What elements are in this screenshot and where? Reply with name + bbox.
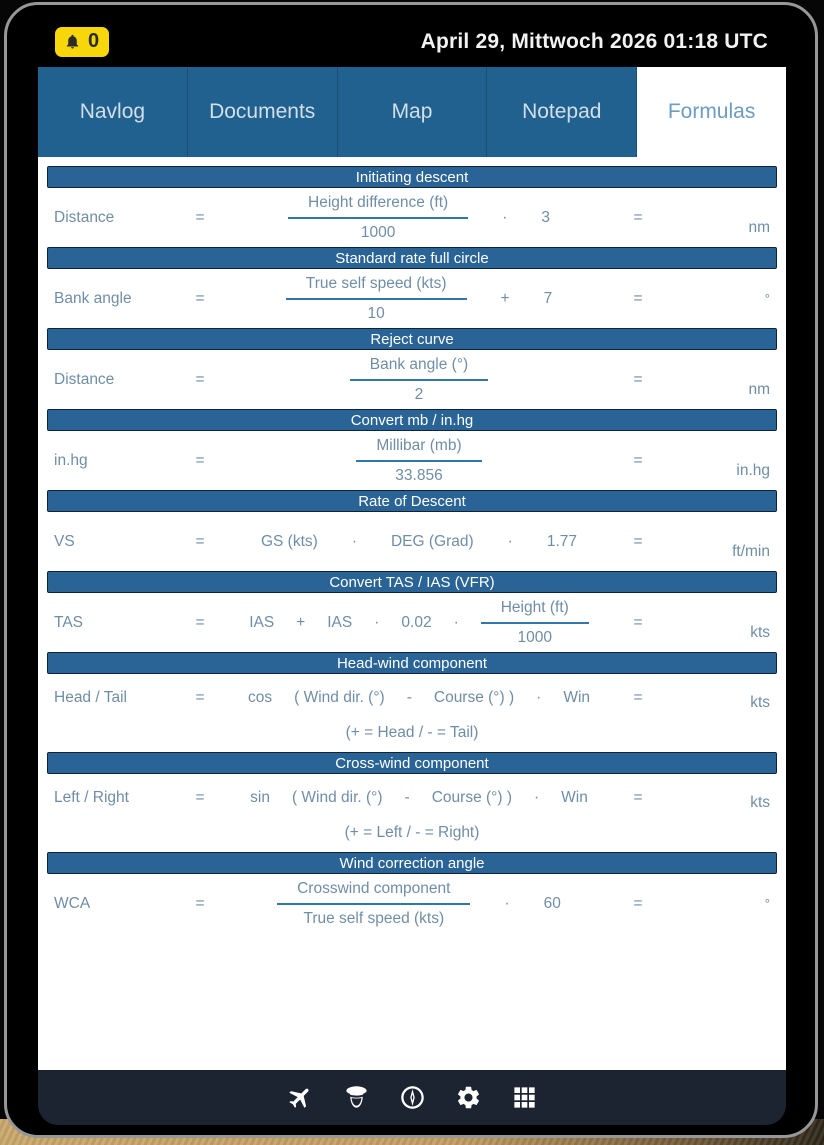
operand: ( Wind dir. (°) <box>294 689 385 706</box>
formula-section <box>38 571 786 652</box>
tablet-frame <box>4 2 818 1138</box>
pilot-icon[interactable] <box>343 1084 370 1111</box>
section-header: Convert mb / in.hg <box>47 409 777 431</box>
formula-section <box>38 166 786 247</box>
tab-notepad[interactable]: Notepad <box>487 67 637 157</box>
notification-badge[interactable] <box>55 27 109 57</box>
operand: 1.77 <box>546 532 578 550</box>
formula-section <box>38 247 786 328</box>
result-unit: in.hg <box>736 462 770 479</box>
app-window <box>38 67 786 1125</box>
formula-row <box>38 431 786 490</box>
equals-sign: = <box>195 613 205 631</box>
formula-section <box>38 752 786 852</box>
formula-label: Distance <box>54 370 115 388</box>
tab-documents[interactable]: Documents <box>188 67 338 157</box>
operator: + <box>296 613 306 631</box>
formula-expression <box>228 599 610 647</box>
formula-label: Bank angle <box>54 289 132 307</box>
fraction-numerator: Bank angle (°) <box>350 356 488 381</box>
section-header: Rate of Descent <box>47 490 777 512</box>
formula-expression <box>228 275 610 323</box>
equals-sign: = <box>195 289 205 307</box>
formula-expression <box>228 356 610 404</box>
operator: · <box>502 208 508 226</box>
tab-navlog[interactable]: Navlog <box>38 67 188 157</box>
operand: Win <box>561 789 588 806</box>
formula-section <box>38 490 786 571</box>
formula-note: (+ = Head / - = Tail) <box>345 724 479 741</box>
fraction-numerator: Height difference (ft) <box>288 194 468 219</box>
fraction-numerator: Millibar (mb) <box>356 437 481 462</box>
operand: DEG (Grad) <box>390 532 474 550</box>
equals-sign: = <box>633 613 643 631</box>
fraction <box>277 880 470 928</box>
notification-count: 0 <box>88 30 100 52</box>
fraction <box>286 275 467 323</box>
operand: Win <box>563 689 591 706</box>
bottom-toolbar <box>38 1070 786 1125</box>
formula-expression <box>228 789 610 807</box>
formula-label: Left / Right <box>54 789 129 806</box>
formula-expression <box>228 880 610 928</box>
operand: sin <box>250 789 270 806</box>
operator: · <box>536 689 542 706</box>
result-unit: nm <box>748 219 770 236</box>
result-unit: ft/min <box>732 543 770 560</box>
operand: cos <box>247 689 273 706</box>
section-header: Cross-wind component <box>47 752 777 774</box>
formula-row <box>38 350 786 409</box>
equals-sign: = <box>633 208 643 226</box>
formula-row <box>38 593 786 652</box>
tab-bar <box>38 67 786 157</box>
formula-label: TAS <box>54 613 83 631</box>
operand: IAS <box>327 613 353 631</box>
operator: · <box>504 894 510 912</box>
result-unit: nm <box>748 381 770 398</box>
equals-sign: = <box>195 208 205 226</box>
fraction-denominator: 33.856 <box>395 466 443 484</box>
bell-icon <box>64 33 81 50</box>
formula-section <box>38 328 786 409</box>
operator: · <box>351 532 357 550</box>
apps-grid-icon[interactable] <box>511 1084 538 1111</box>
tab-formulas[interactable]: Formulas <box>637 67 786 157</box>
operator: · <box>374 613 380 631</box>
result-unit: ° <box>764 896 770 911</box>
equals-sign: = <box>195 532 205 550</box>
compass-icon[interactable] <box>399 1084 426 1111</box>
operand: 0.02 <box>401 613 432 631</box>
fraction-numerator: Crosswind component <box>277 880 470 905</box>
formula-expression <box>228 533 610 551</box>
formula-row <box>38 188 786 247</box>
equals-sign: = <box>633 370 643 388</box>
section-header: Head-wind component <box>47 652 777 674</box>
operand: Course (°) ) <box>433 689 515 706</box>
equals-sign: = <box>633 289 643 307</box>
formula-label: in.hg <box>54 451 88 469</box>
equals-sign: = <box>195 451 205 469</box>
fraction-denominator: 10 <box>367 304 385 322</box>
formula-row <box>38 674 786 722</box>
operator: · <box>507 532 513 550</box>
formula-section <box>38 652 786 752</box>
fraction-denominator: 1000 <box>517 628 552 646</box>
fraction-numerator: True self speed (kts) <box>286 275 467 300</box>
operand: 60 <box>543 894 561 912</box>
operand: 3 <box>541 208 550 226</box>
formula-section <box>38 409 786 490</box>
operator: · <box>453 613 459 631</box>
operand: IAS <box>249 613 275 631</box>
fraction <box>481 599 589 647</box>
formula-label: WCA <box>54 894 91 912</box>
status-bar <box>55 26 768 58</box>
fraction-numerator: Height (ft) <box>481 599 589 624</box>
equals-sign: = <box>195 689 205 706</box>
result-unit: kts <box>750 794 770 811</box>
formula-row <box>38 774 786 822</box>
operator: - <box>404 789 410 806</box>
equals-sign: = <box>633 789 643 806</box>
result-unit: ° <box>764 291 770 306</box>
operand: GS (kts) <box>260 532 318 550</box>
status-datetime: April 29, Mittwoch 2026 01:18 UTC <box>420 30 768 53</box>
operand: 7 <box>543 289 553 307</box>
formula-row <box>38 269 786 328</box>
equals-sign: = <box>195 370 205 388</box>
airplane-icon[interactable] <box>287 1084 314 1111</box>
formula-expression <box>228 437 610 485</box>
section-header: Reject curve <box>47 328 777 350</box>
operator: · <box>533 789 540 806</box>
fraction-denominator: True self speed (kts) <box>303 909 445 927</box>
fraction-denominator: 1000 <box>360 223 396 241</box>
formula-label: Head / Tail <box>54 689 127 706</box>
tab-map[interactable]: Map <box>338 67 488 157</box>
operator: - <box>406 689 412 706</box>
equals-sign: = <box>633 894 643 912</box>
formula-row <box>38 874 786 933</box>
fraction <box>350 356 488 404</box>
operand: ( Wind dir. (°) <box>291 789 383 806</box>
section-header: Convert TAS / IAS (VFR) <box>47 571 777 593</box>
formula-label: VS <box>54 532 75 550</box>
formula-expression <box>228 194 610 242</box>
operator: + <box>500 289 510 307</box>
formulas-page <box>38 157 786 1070</box>
section-header: Standard rate full circle <box>47 247 777 269</box>
fraction <box>356 437 481 485</box>
fraction-denominator: 2 <box>414 385 424 403</box>
section-header: Initiating descent <box>47 166 777 188</box>
formula-section <box>38 852 786 933</box>
result-unit: kts <box>750 694 770 711</box>
section-header: Wind correction angle <box>47 852 777 874</box>
formula-note: (+ = Left / - = Right) <box>344 824 480 841</box>
equals-sign: = <box>633 532 643 550</box>
fraction <box>288 194 468 242</box>
equals-sign: = <box>633 451 643 469</box>
result-unit: kts <box>750 624 770 641</box>
equals-sign: = <box>195 789 205 806</box>
operand: Course (°) ) <box>431 789 512 806</box>
formula-expression <box>228 689 610 707</box>
formula-label: Distance <box>54 208 115 226</box>
equals-sign: = <box>633 689 643 706</box>
equals-sign: = <box>195 894 205 912</box>
settings-icon[interactable] <box>455 1084 482 1111</box>
formula-row <box>38 512 786 571</box>
